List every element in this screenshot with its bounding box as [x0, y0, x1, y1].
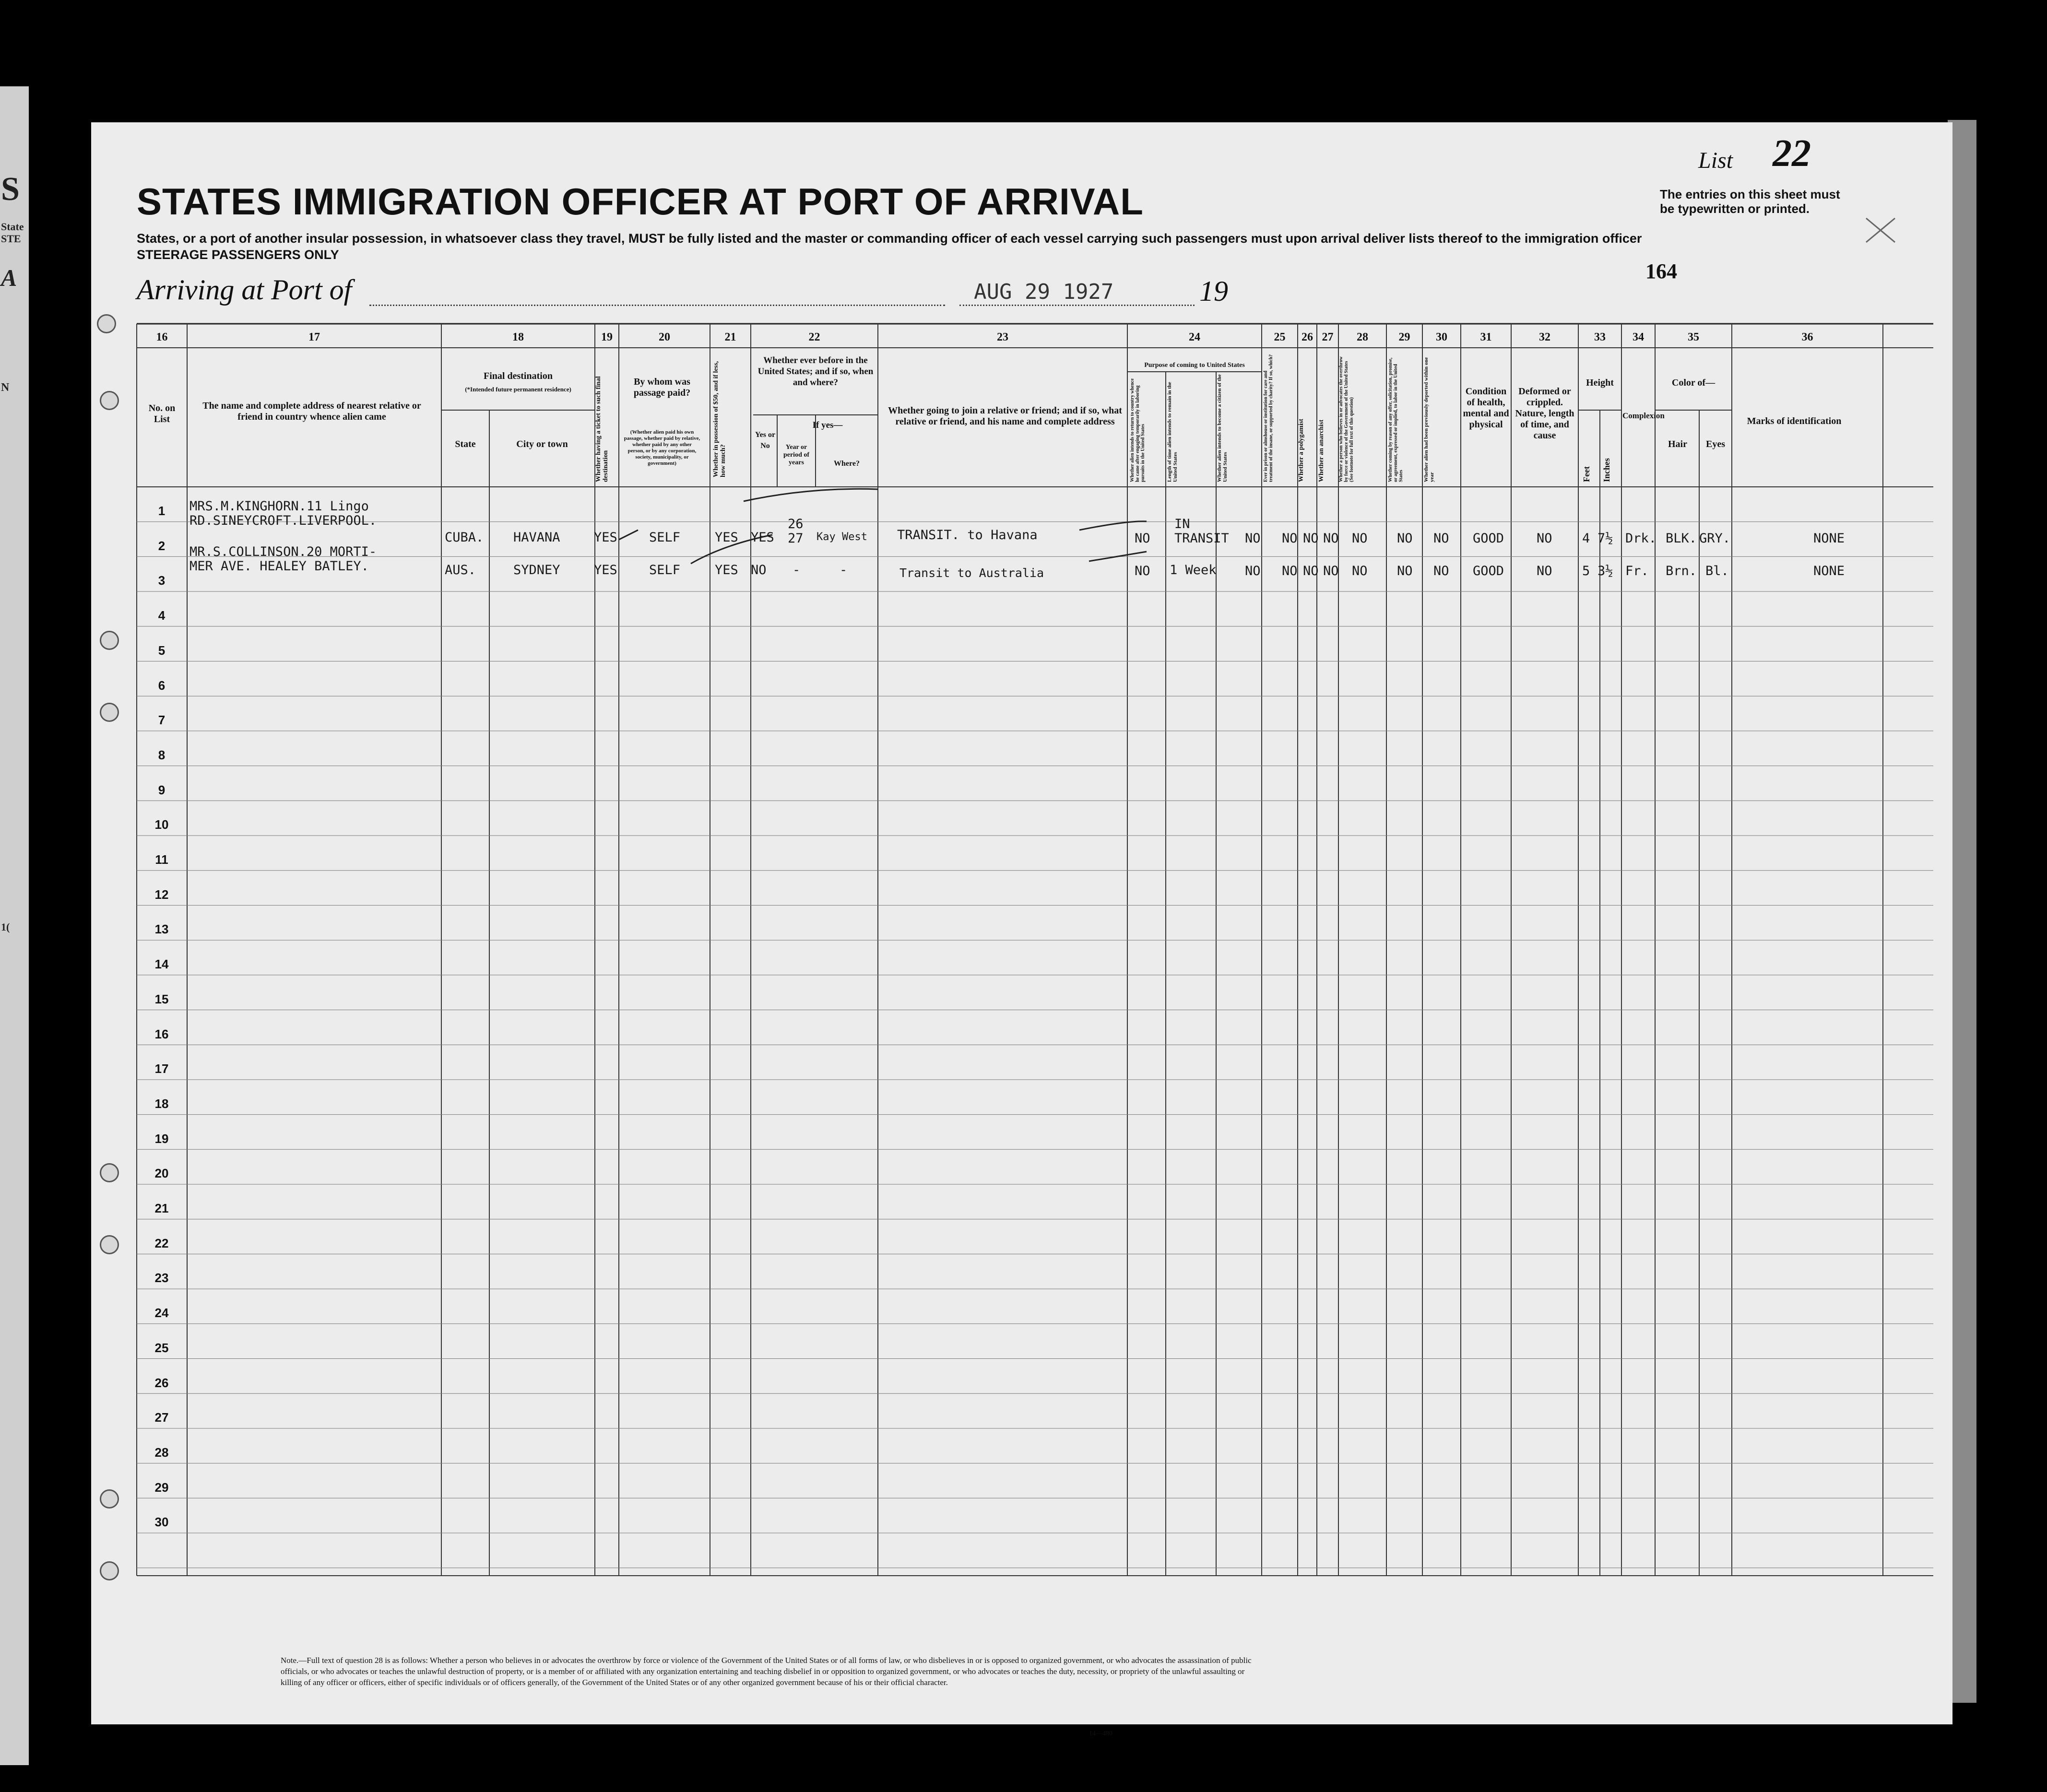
note-line: be typewritten or printed. — [1660, 201, 1810, 216]
manifest-grid — [91, 122, 1952, 1724]
col24a-heading: Whether alien intends to return to country whence he came after engaging temporarily in laboring pursuits in the United States — [1130, 378, 1146, 482]
column-number: 17 — [308, 331, 320, 343]
col31-heading: Condition of health, mental and physical — [1463, 386, 1509, 430]
entry-deported: NO — [1433, 564, 1449, 578]
entry-ticket: YES — [594, 530, 617, 545]
date-stamp: AUG 29 1927 — [974, 280, 1114, 304]
typewritten-note — [1660, 187, 1840, 216]
col24c-heading: Whether alien intends to become a citizen of the United States — [1217, 374, 1228, 482]
row-number: 11 — [155, 852, 168, 867]
entry-return-intent: NO — [1135, 531, 1150, 546]
entry-before-period: - — [793, 563, 801, 578]
form-code: 14—480 — [1089, 1730, 1112, 1737]
entry-complexion: Fr. — [1625, 564, 1649, 578]
row-number: 24 — [154, 1306, 169, 1320]
form-instructions — [137, 230, 1642, 263]
col34-heading: Complexion — [1622, 411, 1665, 420]
col22-heading: Whether ever before in the United States; and if so, when and where? — [757, 355, 874, 388]
row-number: 29 — [154, 1480, 169, 1495]
row-number: 20 — [154, 1166, 169, 1181]
row-number: 16 — [154, 1026, 169, 1041]
steerage-label: STEERAGE PASSENGERS ONLY — [137, 248, 339, 262]
col18-subheading: (*Intended future permanent residence) — [465, 386, 571, 393]
column-number: 21 — [724, 331, 736, 343]
entry-q28: NO — [1352, 531, 1368, 546]
entry-hair: BLK. — [1666, 531, 1697, 546]
entry-fifty-dollars: YES — [715, 563, 738, 578]
row-number: 8 — [158, 747, 166, 762]
entry-citizen-intent: NO — [1245, 564, 1261, 578]
note-line: The entries on this sheet must — [1660, 187, 1840, 201]
col24-heading: Purpose of coming to United States — [1144, 362, 1245, 369]
col33-inches-heading: Inches — [1602, 458, 1611, 482]
col16-heading: No. on List — [148, 403, 176, 424]
column-number: 27 — [1322, 331, 1334, 343]
prev-page-fragment: State — [1, 221, 24, 233]
column-number: 32 — [1539, 331, 1550, 343]
row-number: 25 — [154, 1340, 169, 1355]
row-number: 23 — [154, 1271, 169, 1285]
previous-page-strip — [0, 86, 29, 1765]
entry-ticket: YES — [594, 563, 617, 578]
col29-heading: Whether coming by reason of any offer, solicitation, promise, or agreement, expressed or implied, to labor in the United States — [1388, 357, 1404, 482]
entry-polygamist: NO — [1303, 564, 1319, 578]
row-number: 18 — [154, 1096, 169, 1111]
entry-before-period: 26 — [788, 517, 804, 531]
row-number: 7 — [158, 713, 166, 728]
year-label: 19 — [1199, 275, 1228, 307]
entry-paid-by: SELF — [649, 563, 681, 578]
entry-before-yesno: YES — [751, 530, 774, 545]
row-number: 6 — [158, 678, 166, 693]
entry-citizen-intent: NO — [1245, 531, 1261, 546]
entry-prison: NO — [1282, 531, 1298, 546]
entry-deformed: NO — [1537, 531, 1552, 546]
entry-anarchist: NO — [1323, 564, 1339, 578]
entry-joining: TRANSIT. to Havana — [897, 528, 1038, 542]
col22-ifyes: If yes— — [812, 420, 843, 430]
entry-before-yesno: NO — [751, 563, 767, 578]
col33-feet-heading: Feet — [1582, 466, 1591, 482]
prev-page-fragment: A — [1, 264, 17, 291]
row-number: 9 — [158, 782, 166, 797]
col23-heading: Whether going to join a relative or friend; and if so, what relative or friend, and his name and complete address — [888, 405, 1122, 427]
instruction-line: States, or a port of another insular possession, in whatsoever class they travel, MUST be fully listed and the master or commanding officer of each vessel carrying such passengers must upon arrival deliver lists thereof to the immigration officer — [137, 231, 1642, 246]
entry-eyes: GRY. — [1699, 531, 1731, 546]
column-number: 30 — [1436, 331, 1447, 343]
entry-anarchist: NO — [1323, 531, 1339, 546]
punch-hole — [100, 1163, 119, 1182]
row-number: 21 — [154, 1201, 169, 1215]
entry-relative-address: MER AVE. HEALEY BATLEY. — [189, 559, 369, 574]
prev-page-fragment: S — [1, 171, 20, 208]
prev-page-fragment: N — [1, 381, 10, 394]
col35-hair-heading: Hair — [1668, 439, 1687, 449]
entry-q28: NO — [1352, 564, 1368, 578]
col26-heading: Whether a polygamist — [1298, 419, 1305, 482]
column-number: 16 — [156, 331, 168, 343]
entry-height-feet: 5 — [1582, 564, 1590, 578]
col18-heading: Final destination — [484, 371, 553, 381]
col21-heading: Whether in possession of $50, and if less, how much? — [712, 361, 727, 477]
entry-deported: NO — [1433, 531, 1449, 546]
entry-health: GOOD — [1473, 531, 1504, 546]
column-number: 25 — [1274, 331, 1286, 343]
punch-hole — [100, 1561, 119, 1580]
row-number: 13 — [154, 922, 169, 937]
col17-heading: The name and complete address of nearest relative or friend in country whence alien came — [202, 401, 421, 422]
entry-deformed: NO — [1537, 564, 1552, 578]
col36-heading: Marks of identification — [1747, 416, 1842, 426]
column-number: 36 — [1801, 331, 1813, 343]
prev-page-fragment: 1( — [1, 921, 10, 933]
column-number: 29 — [1398, 331, 1410, 343]
row-number: 30 — [154, 1515, 169, 1530]
row-number: 1 — [158, 504, 166, 518]
entry-marks: NONE — [1813, 564, 1845, 578]
row-number: 19 — [154, 1131, 169, 1146]
entry-labor-offer: NO — [1397, 564, 1413, 578]
entry-state: AUS. — [445, 563, 476, 578]
punch-hole — [100, 631, 119, 650]
entry-height-feet: 4 — [1582, 531, 1590, 546]
entry-relative-address: MRS.M.KINGHORN.11 Lingo — [189, 499, 369, 514]
column-number: 28 — [1357, 331, 1368, 343]
list-number: 22 — [1773, 132, 1811, 175]
column-number: 26 — [1302, 331, 1313, 343]
entry-eyes: Bl. — [1705, 564, 1729, 578]
punch-hole — [100, 703, 119, 722]
column-number: 35 — [1688, 331, 1699, 343]
col22-period-heading: Year or period of years — [783, 444, 810, 466]
entry-city: SYDNEY — [513, 563, 560, 578]
date-blank-line — [959, 305, 1195, 306]
entry-labor-offer: NO — [1397, 531, 1413, 546]
entry-marks: NONE — [1813, 531, 1845, 546]
entry-relative-address: RD.SINEYCROFT.LIVERPOOL. — [189, 513, 377, 528]
entry-health: GOOD — [1473, 564, 1504, 578]
col22-where-heading: Where? — [834, 460, 860, 468]
entry-height-inches: 7½ — [1597, 531, 1613, 546]
row-number: 22 — [154, 1236, 169, 1250]
row-number: 27 — [154, 1410, 169, 1425]
entry-return-intent: NO — [1135, 564, 1150, 578]
entry-state: CUBA. — [445, 530, 484, 545]
entry-complexion: Drk. — [1625, 531, 1657, 546]
entry-fifty-dollars: YES — [715, 530, 738, 545]
column-number: 20 — [659, 331, 670, 343]
entry-city: HAVANA — [513, 530, 560, 545]
punch-hole — [100, 1489, 119, 1509]
col24b-heading: Length of time alien intends to remain in the United States — [1167, 382, 1178, 482]
punch-hole — [97, 314, 116, 333]
column-number: 18 — [512, 331, 524, 343]
entry-prison: NO — [1282, 564, 1298, 578]
col32-heading: Deformed or crippled. Nature, length of time, and cause — [1515, 386, 1574, 441]
manifest-sheet — [91, 122, 1952, 1737]
row-number: 26 — [154, 1375, 169, 1390]
column-number: 33 — [1594, 331, 1606, 343]
col27-heading: Whether an anarchist — [1318, 419, 1325, 482]
entry-hair: Brn. — [1666, 564, 1697, 578]
arriving-label: Arriving at Port of — [137, 274, 352, 306]
entry-joining: Transit to Australia — [899, 566, 1044, 580]
column-number: 23 — [997, 331, 1008, 343]
row-number: 15 — [154, 991, 169, 1006]
row-number: 28 — [154, 1445, 169, 1460]
entry-length-of-stay: IN — [1174, 517, 1190, 531]
column-number: 19 — [601, 331, 613, 343]
row-number: 2 — [158, 538, 166, 553]
column-number: 24 — [1189, 331, 1200, 343]
col18-city-heading: City or town — [516, 439, 568, 449]
column-number: 31 — [1480, 331, 1492, 343]
column-number: 34 — [1633, 331, 1644, 343]
col28-heading: Whether a person who believes in or advocates the overthrow by force or violence of the Government of the United States (See footnote for full text of this question) — [1338, 356, 1354, 482]
list-label: List — [1698, 148, 1733, 173]
entry-before-where: Kay West — [816, 531, 867, 543]
entry-before-period: 27 — [788, 531, 804, 546]
punch-hole — [100, 391, 119, 410]
col20-heading: By whom was passage paid? — [633, 377, 691, 398]
entry-length-of-stay: TRANSIT — [1174, 531, 1229, 546]
col25-heading: Ever in prison or almshouse or institution for care and treatment of the insane, or supported by charity? If so, which? — [1263, 354, 1274, 482]
punch-hole — [100, 1235, 119, 1254]
row-number: 4 — [158, 608, 166, 623]
col33-heading: Height — [1586, 377, 1614, 388]
row-number: 14 — [154, 957, 169, 972]
sheet-number: 164 — [1645, 259, 1677, 283]
form-title: STATES IMMIGRATION OFFICER AT PORT OF ARRIVAL — [137, 180, 1144, 223]
row-number: 5 — [158, 643, 166, 658]
prev-page-fragment: STE — [1, 233, 21, 245]
entry-length-of-stay: 1 Week — [1170, 563, 1217, 578]
row-number: 12 — [154, 887, 169, 902]
col20-subheading: (Whether alien paid his own passage, whether paid by relative, whether paid by any other person, or by any corporation, society, municipality, or government) — [624, 429, 700, 466]
footnote-question-28: Note.—Full text of question 28 is as follows: Whether a person who believes in or advocates the overthrow by force or violence of the Government of the United States or of all forms of law, or who disbelieves in or is opposed to organized government, or who advocates the assassination of public officials, or who advocates or teaches the unlawful destruction of property, or is a member of or affiliated with any organization entertaining and teaching disbelief in or opposition to organized government, or who advocates or teaches the duty, necessity, or propriety of the unlawful assaulting or killing of any officer or officers, either of specific individuals or of officers generally, of the Government of the United States or of any other organized government because of his or their official character. — [281, 1656, 1252, 1687]
row-number: 10 — [154, 817, 169, 832]
column-number: 22 — [808, 331, 820, 343]
col35-heading: Color of— — [1671, 377, 1716, 388]
col35-eyes-heading: Eyes — [1706, 439, 1725, 449]
col18-state-heading: State — [455, 439, 476, 449]
row-number: 3 — [158, 573, 166, 588]
entry-height-inches: 3½ — [1597, 564, 1613, 578]
entry-polygamist: NO — [1303, 531, 1319, 546]
col19-heading: Whether having a ticket to such final destination — [595, 376, 609, 482]
entry-paid-by: SELF — [649, 530, 681, 545]
row-number: 17 — [154, 1061, 169, 1076]
port-blank-line — [369, 305, 945, 306]
entry-relative-address: MR.S.COLLINSON.20 MORTI- — [189, 544, 377, 559]
entry-before-where: - — [840, 563, 848, 578]
col30-heading: Whether alien had been previously deported within one year — [1423, 357, 1435, 482]
col22-yesno-heading: Yes or No — [755, 431, 776, 450]
